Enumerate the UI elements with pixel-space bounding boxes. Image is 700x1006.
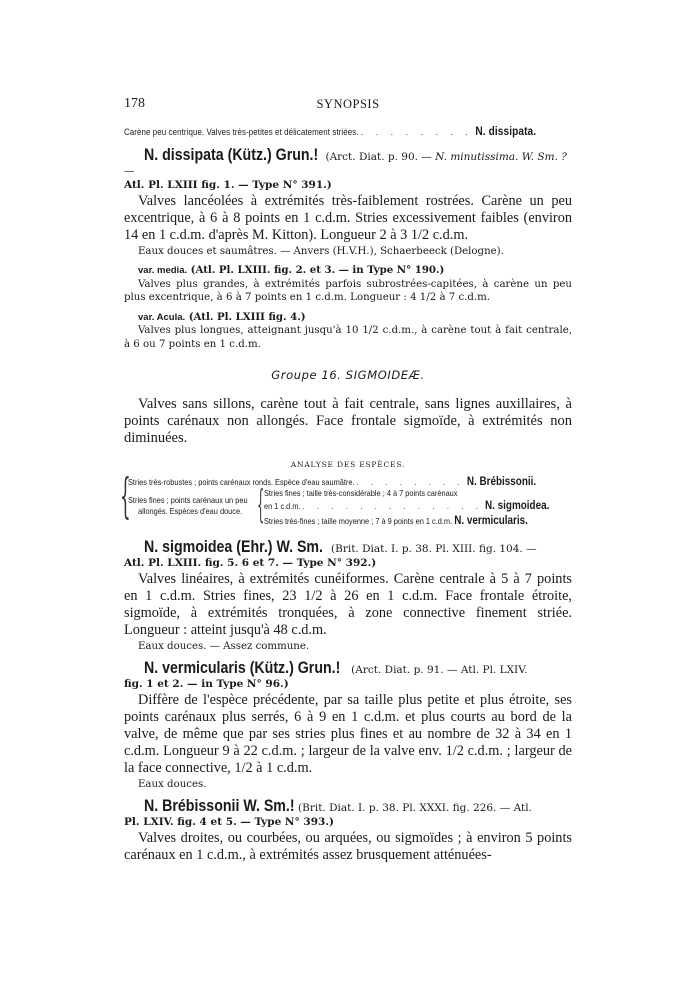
key-sub2-line [264,515,528,527]
sigmoidea-description: Valves linéaires, à extrémités cunéiformes. Carène centrale à 5 à 7 points en 1 c.d.m. Stries fines, 23 1/2 à 26 en 1 c.d.m. Face frontale étroite, sigmoïde, à extrémités tronquées, à zone connective finement striée. Longueur : atteint jusqu'à 48 c.d.m. [124,571,572,638]
variety-acula-text: Valves plus longues, atteignant jusqu'à 10 1/2 c.d.m., à carène tout à fait centrale, à 6 ou 7 points en 1 c.d.m. [124,325,572,350]
sigmoidea-citation-line2: Atl. Pl. LXIII. fig. 5. 6 et 7. — Type N° 392.) [124,557,377,569]
top-key-line [124,126,537,138]
brace-inner: { [257,482,265,526]
key-sub1-text2: en 1 c.d.m. [264,501,301,511]
variety-acula-citation: (Atl. Pl. LXIII fig. 4.) [185,310,306,323]
brebissonii-name: N. Brébissonii W. Sm.! [144,797,295,815]
group-description: Valves sans sillons, carène tout à fait centrale, sans lignes auxillaires, à points carénaux non allongés. Face frontale sigmoïde, à extrémités non diminuées. [124,396,572,446]
top-key-dots: . . . . . . . . [360,127,474,137]
dissipata-citation-b: — [124,165,135,177]
brebissonii-citation: (Brit. Diat. I. p. 38. Pl. XXXI. fig. 226. — Atl. [298,802,532,814]
top-key-text: Carène peu centrique. Valves très-petites et délicatement striées. [124,127,359,137]
brace-left: { [120,468,131,524]
key-sub1-dots: . . . . . . . . . . . . . [302,501,483,511]
analysis-title: ANALYSE DES ESPÈCES. [290,460,406,469]
dissipata-heading [124,148,572,192]
vermicularis-habitat: Eaux douces. [138,779,207,790]
key-line-1-dots: . . . . . . . . [356,477,465,487]
brebissonii-description: Valves droites, ou courbées, ou arquées, ou sigmoïdes ; à environ 5 points carénaux en 1 c.d.m., à extrémités assez brusquement atténuées- [124,830,572,863]
variety-media-name: var. media. [138,265,188,276]
key-sub1-line1: Stries fines ; taille très-considérable ; 4 à 7 points carénaux [264,488,458,498]
sigmoidea-heading [124,540,572,570]
vermicularis-name: N. vermicularis (Kütz.) Grun.! [144,659,341,677]
species-key-table [120,468,572,532]
page-header [124,96,572,116]
sigmoidea-name: N. sigmoidea (Ehr.) W. Sm. [144,538,323,556]
dissipata-citation-line2: Atl. Pl. LXIII fig. 1. — Type N° 391.) [124,179,332,191]
variety-media [124,264,572,305]
dissipata-habitat: Eaux douces et saumâtres. — Anvers (H.V.H.), Schaerbeeck (Delogne). [138,246,504,257]
running-title: SYNOPSIS [316,97,380,111]
key-sub1-species: N. sigmoidea. [485,500,550,512]
vermicularis-citation-line2: fig. 1 et 2. — in Type N° 96.) [124,678,289,690]
brebissonii-heading [124,799,572,829]
variety-media-citation: (Atl. Pl. LXIII. fig. 2. et 3. — in Type N° 190.) [187,264,445,276]
sigmoidea-habitat: Eaux douces. — Assez commune. [138,641,310,652]
variety-media-text: Valves plus grandes, à extrémités parfois subrostrées-capitées, à carène un peu plus excentrique, à 6 à 7 points en 1 c.d.m. Longueur : 4 1/2 à 7 c.d.m. [124,278,572,303]
sigmoidea-citation: (Brit. Diat. I. p. 38. Pl. XIII. fig. 104. — [331,543,537,555]
page-number: 178 [124,96,145,111]
dissipata-name: N. dissipata (Kütz.) Grun.! [144,146,319,164]
document-page [120,96,572,864]
vermicularis-description: Diffère de l'espèce précédente, par sa taille plus petite et plus étroite, ses points carénaux plus serrés, 6 à 9 en 1 c.d.m. et plus courts au bord de la valve, de même que par ses stries plus fines et au nombre de 32 à 34 en 1 c.d.m. Longueur 9 à 22 c.d.m. ; largeur de la valve env. 1/2 c.d.m. ; largeur de la face connective, 1/2 à 1 c.d.m. [124,692,572,776]
group-title: Groupe 16. SIGMOIDEÆ. [271,368,425,382]
key-line-1 [128,476,536,488]
key-sub1-line2 [264,500,549,512]
key-group2-left-1: Stries fines ; points carénaux un peu [128,495,248,505]
key-line-1-species: N. Brébissonii. [466,476,537,488]
variety-acula-name: var. Acula. [138,311,186,323]
key-group2-left-2: allongés. Espèces d'eau douce. [138,506,243,516]
dissipata-citation-italic: N. minutissima. W. Sm. ? [435,151,567,163]
variety-acula [124,311,572,352]
vermicularis-citation: (Arct. Diat. p. 91. — Atl. Pl. LXIV. [351,664,528,676]
key-sub2-species: N. vermicularis. [454,515,528,527]
dissipata-description: Valves lancéolées à extrémités très-faiblement rostrées. Carène un peu excentrique, à 6 à 8 points en 1 c.d.m. Stries excessivement faibles (environ 14 en 1 c.d.m. d'après M. Kitton). Longueur 2 à 3 1/2 c.d.m. [124,193,572,243]
top-key-species: N. dissipata. [475,126,537,138]
vermicularis-heading [124,661,572,691]
key-line-1-text: Stries très-robustes ; points carénaux ronds. Espèce d'eau saumâtre. [128,477,355,487]
brebissonii-citation-line2: Pl. LXIV. fig. 4 et 5. — Type N° 393.) [124,816,334,828]
dissipata-citation-a: (Arct. Diat. p. 90. — [325,151,436,163]
key-sub2-text: Stries très-fines ; taille moyenne ; 7 à 9 points en 1 c.d.m. [264,516,453,526]
